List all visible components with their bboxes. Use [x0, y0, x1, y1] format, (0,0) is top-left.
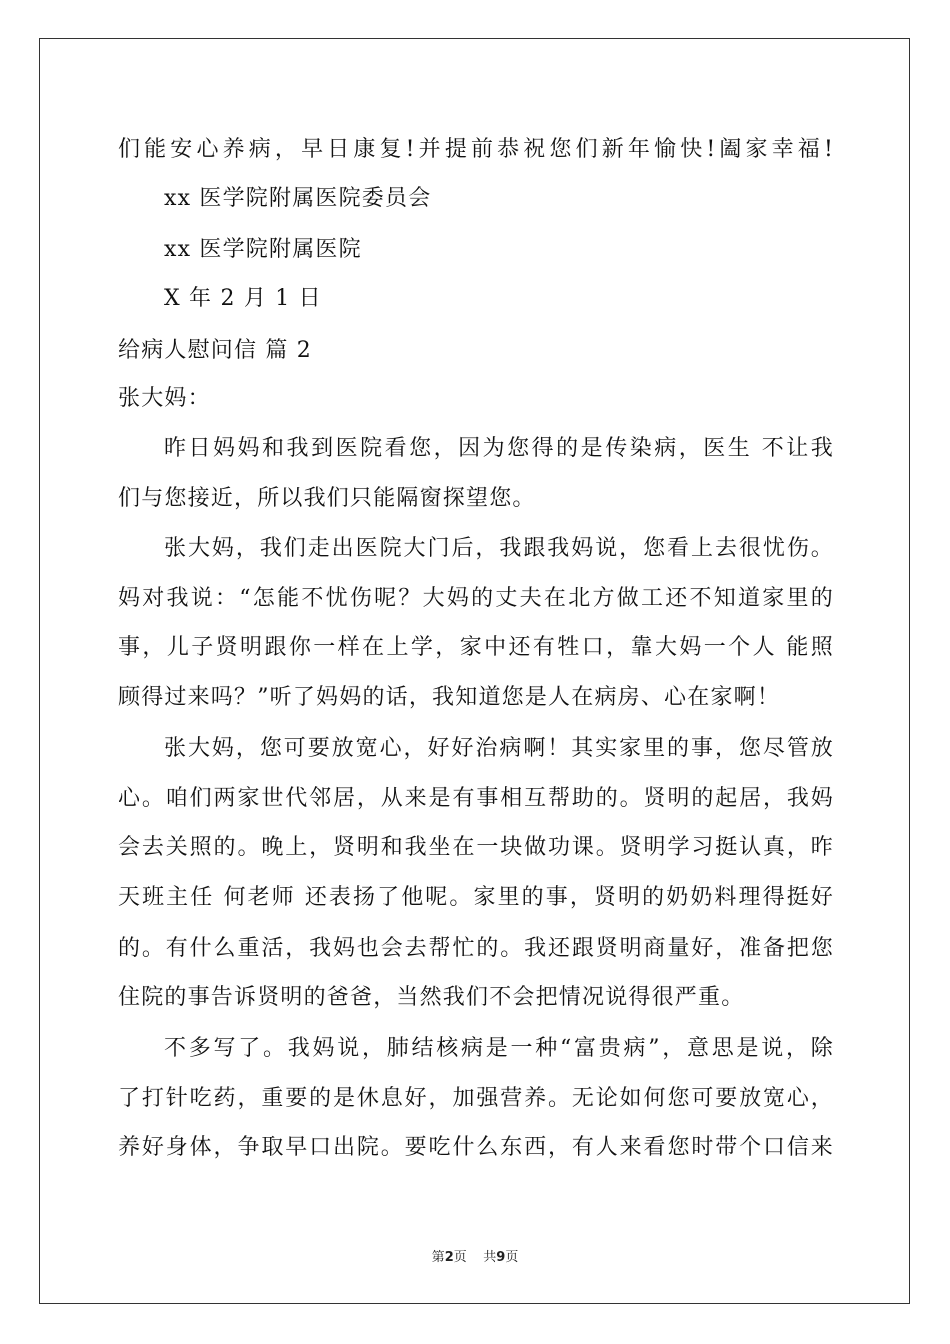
- text-line: 顾得过来吗？”听了妈妈的话，我知道您是人在病房、心在家啊！: [118, 685, 781, 710]
- text-line: 昨日妈妈和我到医院看您，因为您得的是传染病，医生 不让我: [164, 436, 834, 461]
- signature-committee: xx 医学院附属医院委员会: [164, 186, 432, 211]
- text-line: 的。有什么重活，我妈也会去帮忙的。我还跟贤明商量好，准备把您: [118, 936, 834, 961]
- text-line: 妈对我说：“怎能不忧伤呢？大妈的丈夫在北方做工还不知道家里的: [118, 586, 834, 611]
- text-line: 张大妈，您可要放宽心，好好治病啊！其实家里的事，您尽管放: [164, 736, 834, 761]
- signature-hospital: xx 医学院附属医院: [164, 237, 362, 262]
- current-page-number: 2: [444, 1250, 454, 1265]
- page-frame: [39, 38, 910, 1304]
- footer-suffix: 页: [505, 1250, 519, 1265]
- text-line: 事，儿子贤明跟你一样在上学，家中还有牲口，靠大妈一个人 能照: [118, 635, 834, 660]
- text-line: 了打针吃药，重要的是休息好，加强营养。无论如何您可要放宽心，: [118, 1086, 834, 1111]
- text-line: 天班主任 何老师 还表扬了他呢。家里的事，贤明的奶奶料理得挺好: [118, 885, 834, 910]
- text-line: 们能安心养病，早日康复!并提前恭祝您们新年愉快!阖家幸福!: [118, 137, 834, 162]
- page-footer: [0, 1246, 950, 1265]
- footer-prefix: 第: [431, 1250, 445, 1265]
- text-line: 们与您接近，所以我们只能隔窗探望您。: [118, 486, 536, 511]
- section-heading: 给病人慰问信 篇 2: [118, 338, 312, 363]
- text-line: 住院的事告诉贤明的爸爸，当然我们不会把情况说得很严重。: [118, 985, 745, 1010]
- total-page-count: 9: [496, 1250, 506, 1265]
- letter-date: X 年 2 月 1 日: [164, 286, 322, 311]
- text-line: 张大妈，我们走出医院大门后，我跟我妈说，您看上去很忧伤。: [164, 536, 834, 561]
- footer-mid: 页 共: [453, 1250, 497, 1265]
- text-line: 不多写了。我妈说，肺结核病是一种“富贵病”，意思是说，除: [164, 1036, 834, 1061]
- text-line: 心。咱们两家世代邻居，从来是有事相互帮助的。贤明的起居，我妈: [118, 786, 834, 811]
- salutation: 张大妈：: [118, 386, 211, 411]
- text-line: 养好身体，争取早口出院。要吃什么东西，有人来看您时带个口信来: [118, 1135, 834, 1160]
- text-line: 会去关照的。晚上，贤明和我坐在一块做功课。贤明学习挺认真，昨: [118, 835, 834, 860]
